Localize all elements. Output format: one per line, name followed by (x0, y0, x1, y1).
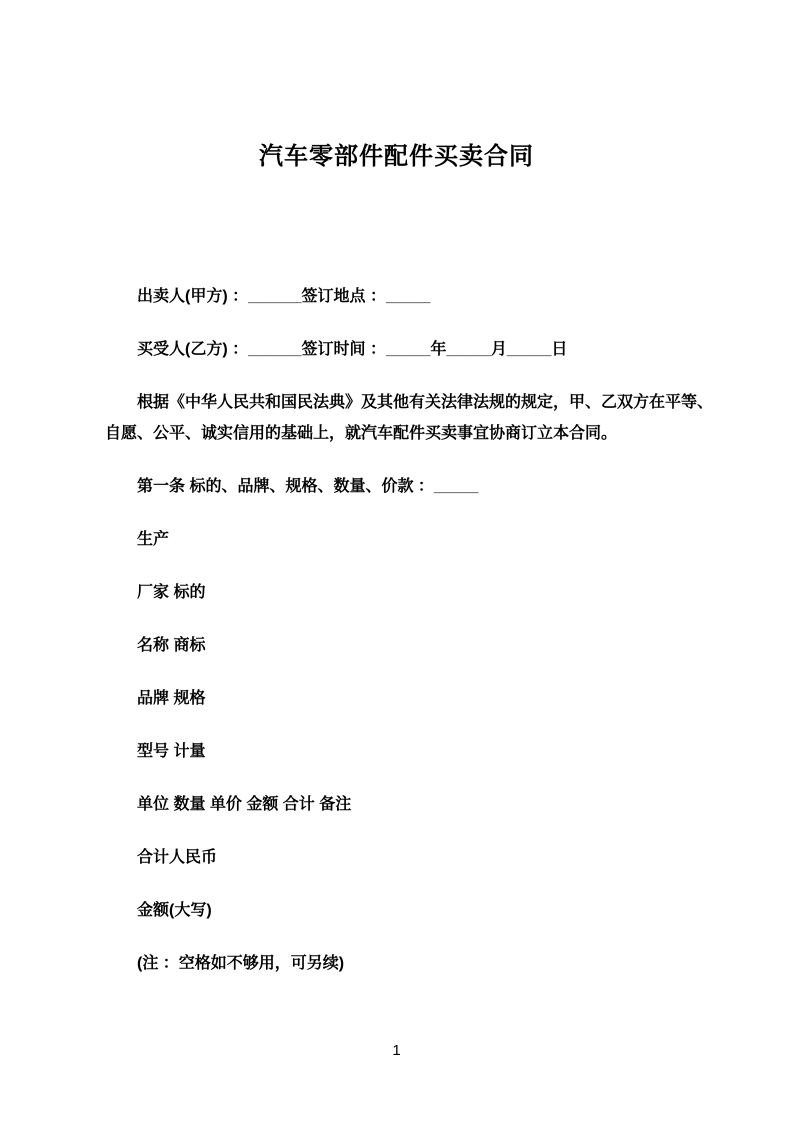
note-line: (注 ：空格如不够用，可另续) (137, 955, 345, 972)
table-label-amount-in-words: 金额(大写) (137, 902, 212, 919)
document-title: 汽车零部件配件买卖合同 (259, 143, 534, 170)
clause-one-heading: 第一条 标的、品牌、规格、数量、价款 ：_____ (137, 478, 479, 495)
page-number: 1 (392, 1042, 401, 1059)
table-header-unit-qty-price-amount: 单位 数量 单价 金额 合计 备注 (137, 796, 352, 813)
table-label-model-measure: 型号 计量 (137, 743, 206, 760)
table-label-production: 生产 (137, 531, 170, 548)
intro-paragraph: 根据《中华人民共和国民法典》及其他有关法律法规的规定，甲、乙双方在平等、自愿、公平、诚实信用的基础上，就汽车配件买卖事宜协商订立本合同。 (105, 394, 714, 442)
table-label-manufacturer-subject: 厂家 标的 (137, 584, 206, 601)
table-label-name-trademark: 名称 商标 (137, 637, 206, 654)
seller-party-line: 出卖人(甲方) ：______签订地点 ：_____ (137, 288, 431, 305)
buyer-party-line: 买受人(乙方) ：______签订时间 ：_____年_____月_____日 (137, 341, 568, 358)
table-label-brand-spec: 品牌 规格 (137, 690, 206, 707)
table-label-total-rmb: 合计人民币 (137, 849, 218, 866)
